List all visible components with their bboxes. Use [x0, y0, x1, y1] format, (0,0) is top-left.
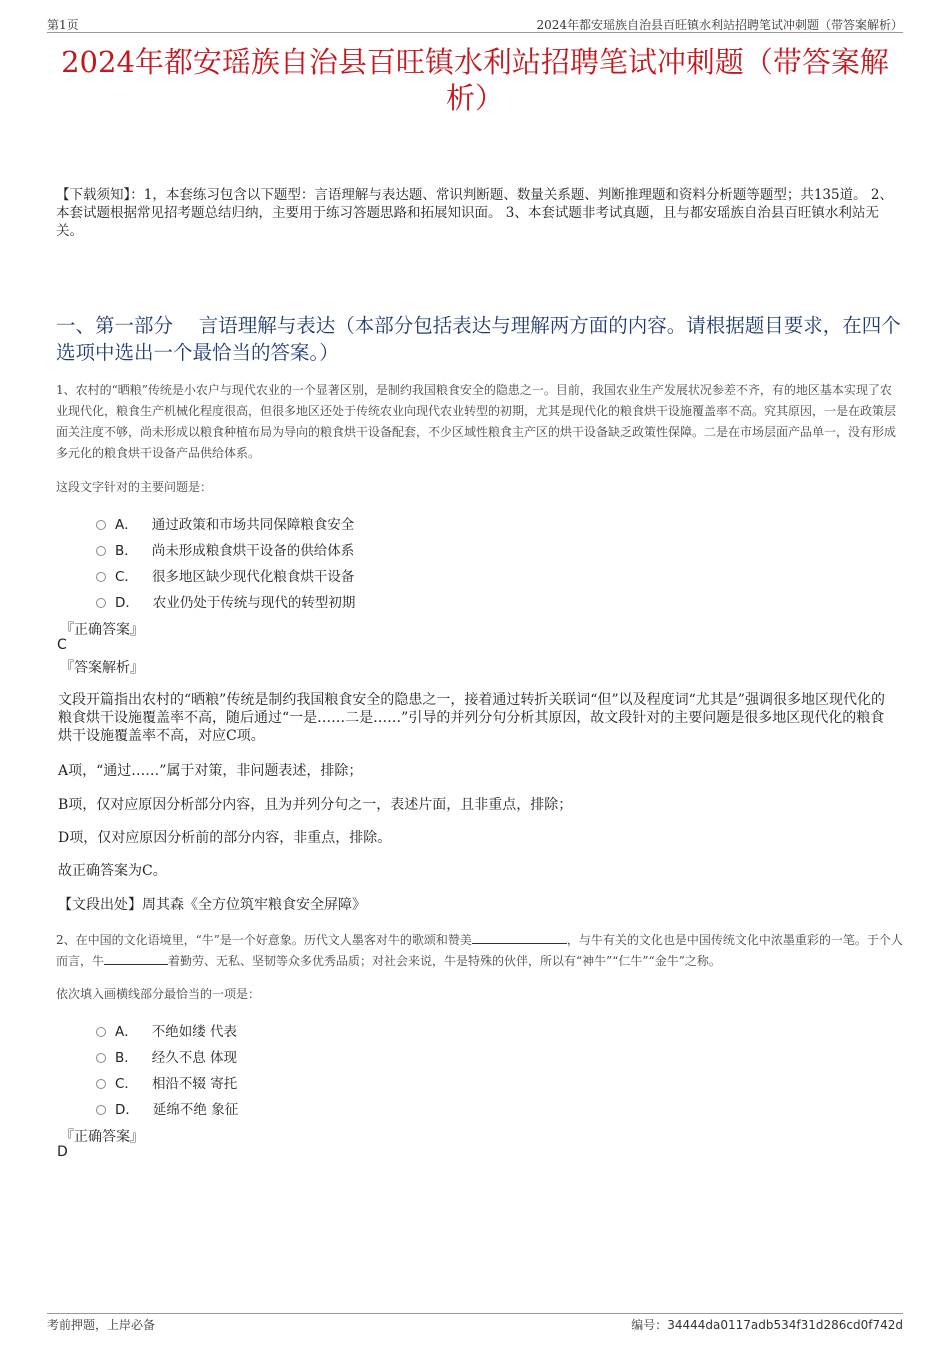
document-title: 2024年都安瑶族自治县百旺镇水利站招聘笔试冲刺题（带答案解析）: [61, 45, 889, 115]
header-doc-title: 2024年都安瑶族自治县百旺镇水利站招聘笔试冲刺题（带答案解析）: [536, 18, 903, 32]
radio-icon[interactable]: [96, 1105, 106, 1115]
page-footer: [47, 1313, 903, 1334]
radio-icon[interactable]: [96, 598, 106, 608]
q1-analysis-conclusion: 故正确答案为C。: [58, 863, 167, 879]
radio-icon[interactable]: [96, 1053, 106, 1063]
q1-analysis-b: B项，仅对应原因分析部分内容，且为并列分句之一，表述片面，且非重点，排除；: [58, 797, 573, 813]
page-header: [47, 14, 903, 33]
q2-option-a[interactable]: A． 不绝如缕 代表: [96, 1020, 237, 1038]
radio-icon[interactable]: [96, 1079, 106, 1089]
q1-analysis-d: D项，仅对应原因分析前的部分内容，非重点，排除。: [58, 830, 392, 846]
q1-analysis-label: 『答案解析』: [60, 660, 144, 676]
question-2-prompt: 依次填入画横线部分最恰当的一项是：: [56, 987, 261, 1001]
q1-analysis-paragraph: 文段开篇指出农村的“晒粮”传统是制约我国粮食安全的隐患之一，接着通过转折关联词“但”以及程度词“尤其是”强调很多地区现代化的粮食烘干设施覆盖率不高，随后通过“一是……二是……”引导的并列分句分析其原因，故文段针对的主要问题是很多地区现代化的粮食烘干设施覆盖率不高，对应C项。: [58, 692, 885, 744]
q1-option-c[interactable]: C． 很多地区缺少现代化粮食烘干设备: [96, 565, 354, 583]
question-1-prompt: 这段文字针对的主要问题是：: [56, 480, 213, 494]
q2-option-c[interactable]: C． 相沿不辍 寄托: [96, 1072, 237, 1090]
question-2-text: 2、在中国的文化语境里，“牛”是一个好意象。历代文人墨客对牛的歌颂和赞美 ，与牛有关的文化也是中国传统文化中浓墨重彩的一笔。于个人而言，牛 着勤劳、无私、坚韧等众多优秀品质；对社会来说，牛是特殊的伙伴，所以有“神牛”“仁牛”“金牛”之称。: [56, 933, 903, 968]
page-number: 第1页: [47, 18, 79, 32]
q1-option-b[interactable]: B． 尚未形成粮食烘干设备的供给体系: [96, 539, 354, 557]
radio-icon[interactable]: [96, 546, 106, 556]
footer-slogan: 考前押题，上岸必备: [47, 1318, 156, 1332]
fill-blank: [472, 931, 567, 944]
q1-answer: C: [57, 637, 67, 653]
q2-answer-label: 『正确答案』: [60, 1129, 144, 1145]
download-notice: 【下载须知】：1，本套练习包含以下题型：言语理解与表达题、常识判断题、数量关系题、判断推理题和资料分析题等题型；共135道。 2、本套试题根据常见招考题总结归纳，主要用于练习答题思路和拓展知识面。 3、本套试题非考试真题，且与都安瑶族自治县百旺镇水利站无关。: [56, 187, 893, 239]
q1-answer-label: 『正确答案』: [60, 622, 144, 638]
q2-option-b[interactable]: B． 经久不息 体现: [96, 1046, 237, 1064]
q1-option-d[interactable]: D． 农业仍处于传统与现代的转型初期: [96, 591, 355, 609]
q2-answer: D: [57, 1144, 68, 1160]
q1-source: 【文段出处】周其森《全方位筑牢粮食安全屏障》: [58, 897, 366, 913]
radio-icon[interactable]: [96, 520, 106, 530]
fill-blank: [104, 952, 168, 965]
radio-icon[interactable]: [96, 1027, 106, 1037]
q2-option-d[interactable]: D． 延绵不绝 象征: [96, 1098, 238, 1116]
q1-analysis-a: A项，“通过……”属于对策，非问题表述，排除；: [58, 763, 363, 779]
section-heading: 一、第一部分 言语理解与表达（本部分包括表达与理解两方面的内容。请根据题目要求，在四个选项中选出一个最恰当的答案。）: [56, 314, 901, 364]
question-1-text: 1、农村的“晒粮”传统是小农户与现代农业的一个显著区别，是制约我国粮食安全的隐患之一。目前，我国农业生产发展状况参差不齐，有的地区基本实现了农业现代化，粮食生产机械化程度很高，但很多地区还处于传统农业向现代农业转型的初期，尤其是现代化的粮食烘干设施覆盖率不高。究其原因，一是在政策层面关注度不够，尚未形成以粮食种植布局为导向的粮食烘干设备配套，不少区域性粮食主产区的烘干设备缺乏政策性保障。二是在市场层面产品单一，没有形成多元化的粮食烘干设备产品供给体系。: [56, 383, 897, 460]
q1-option-a[interactable]: A． 通过政策和市场共同保障粮食安全: [96, 513, 354, 531]
document-id: 编号：34444da0117adb534f31d286cd0f742d: [631, 1318, 903, 1332]
radio-icon[interactable]: [96, 572, 106, 582]
